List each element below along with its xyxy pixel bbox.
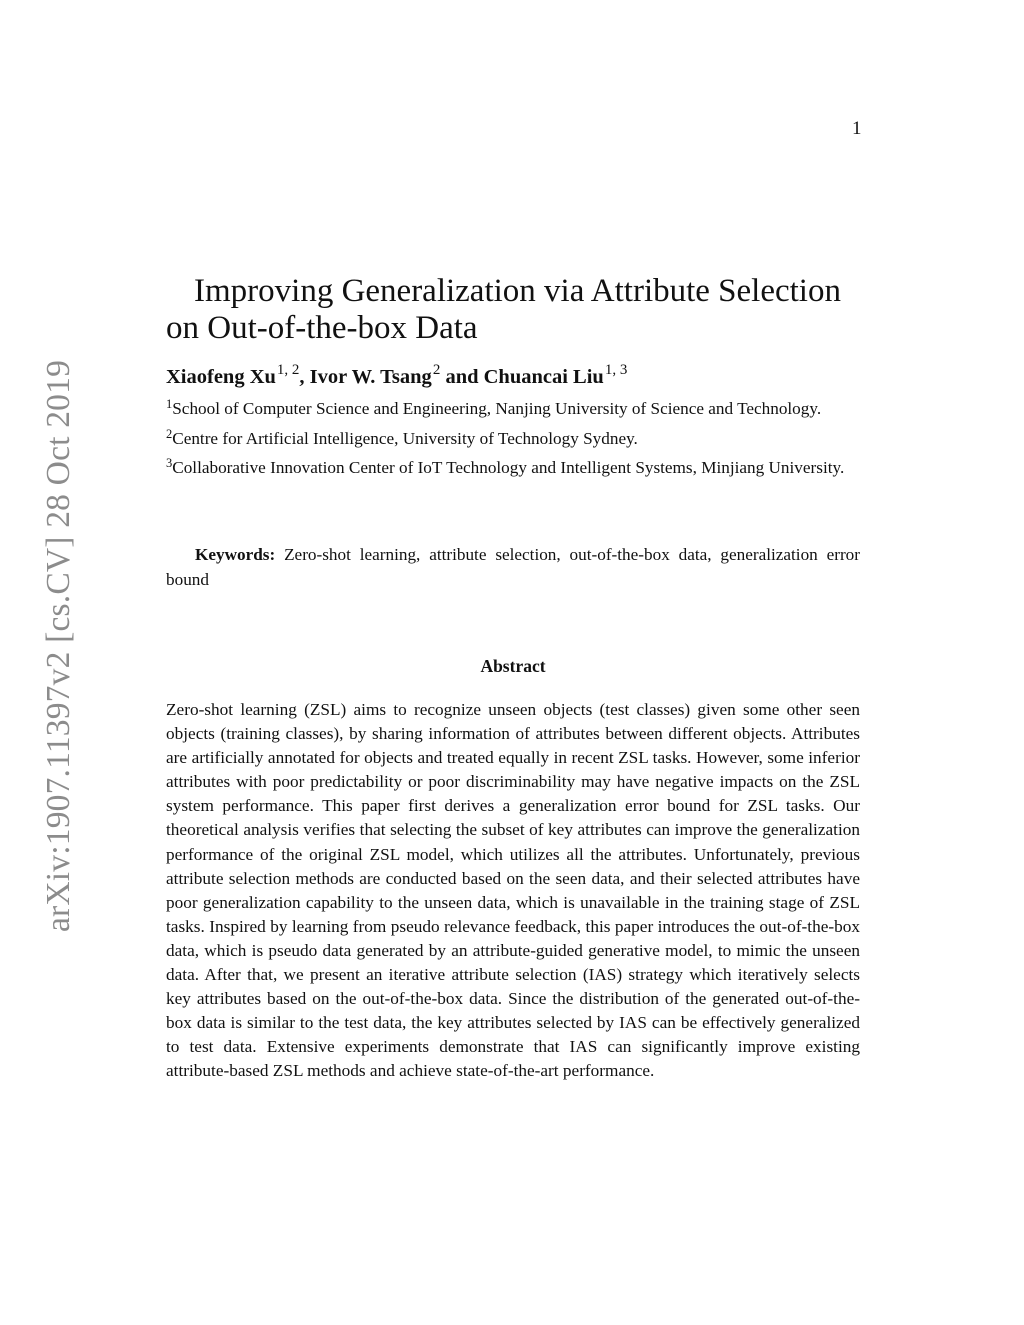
author-name: Xiaofeng Xu (166, 366, 276, 388)
title-line-1: Improving Generalization via Attribute Selection (194, 273, 841, 309)
author-name: Chuancai Liu (483, 366, 604, 388)
author-separator: , (299, 366, 310, 388)
author-affiliation-mark: 1, 3 (604, 362, 628, 378)
title-line-2: on Out-of-the-box Data (166, 310, 478, 346)
affiliation-number: 2 (166, 426, 173, 441)
keywords-label: Keywords: (195, 545, 276, 564)
author-separator: and (440, 366, 484, 388)
affiliations (166, 392, 860, 481)
abstract-body: Zero-shot learning (ZSL) aims to recognize unseen objects (test classes) given some other seen objects (training classes), by sharing information of attributes between different objects. Attributes are artificially annotated for objects and treated equally in recent ZSL tasks. However, some inferior attributes with poor predictability or poor discriminability may have negative impacts on the ZSL system performance. This paper first derives a generalization error bound for ZSL tasks. Our theoretical analysis verifies that selecting the subset of key attributes can improve the generalization performance of the original ZSL model, which utilizes all the attributes. Unfortunately, previous attribute selection methods are conducted based on the seen data, and their selected attributes have poor generalization capability to the unseen data, which is unavailable in the training stage of ZSL tasks. Inspired by learning from pseudo relevance feedback, this paper introduces the out-of-the-box data, which is pseudo data generated by an attribute-guided generative model, to mimic the unseen data. After that, we present an iterative attribute selection (IAS) strategy which iteratively selects key attributes based on the out-of-the-box data. Since the distribution of the generated out-of-the-box data is similar to the test data, the key attributes selected by IAS can be effectively generalized to test data. Extensive experiments demonstrate that IAS can significantly improve existing attribute-based ZSL methods and achieve state-of-the-art performance. (166, 700, 860, 1081)
affiliation-item (166, 422, 860, 452)
affiliation-item (166, 392, 860, 422)
affiliation-text: Collaborative Innovation Center of IoT Technology and Intelligent Systems, Minjiang University. (172, 458, 845, 477)
author-list (166, 362, 860, 389)
affiliation-item (166, 451, 860, 481)
page-number: 1 (852, 118, 862, 139)
author-name: Ivor W. Tsang (309, 366, 432, 388)
affiliation-number: 1 (166, 397, 173, 411)
keywords (166, 542, 860, 592)
affiliation-text: School of Computer Science and Engineering, Nanjing University of Science and Technology. (172, 399, 822, 418)
author-affiliation-mark: 1, 2 (276, 362, 300, 378)
keywords-text: Zero-shot learning, attribute selection, out-of-the-box data, generalization error bound (166, 545, 860, 589)
affiliation-text: Centre for Artificial Intelligence, University of Technology Sydney. (172, 428, 638, 448)
affiliation-number: 3 (166, 456, 173, 470)
author-affiliation-mark: 2 (432, 362, 441, 378)
abstract-heading: Abstract (480, 656, 546, 676)
arxiv-identifier-text: arXiv:1907.11397v2 [cs.CV] 28 Oct 2019 (40, 359, 77, 933)
paper-title (166, 273, 860, 347)
